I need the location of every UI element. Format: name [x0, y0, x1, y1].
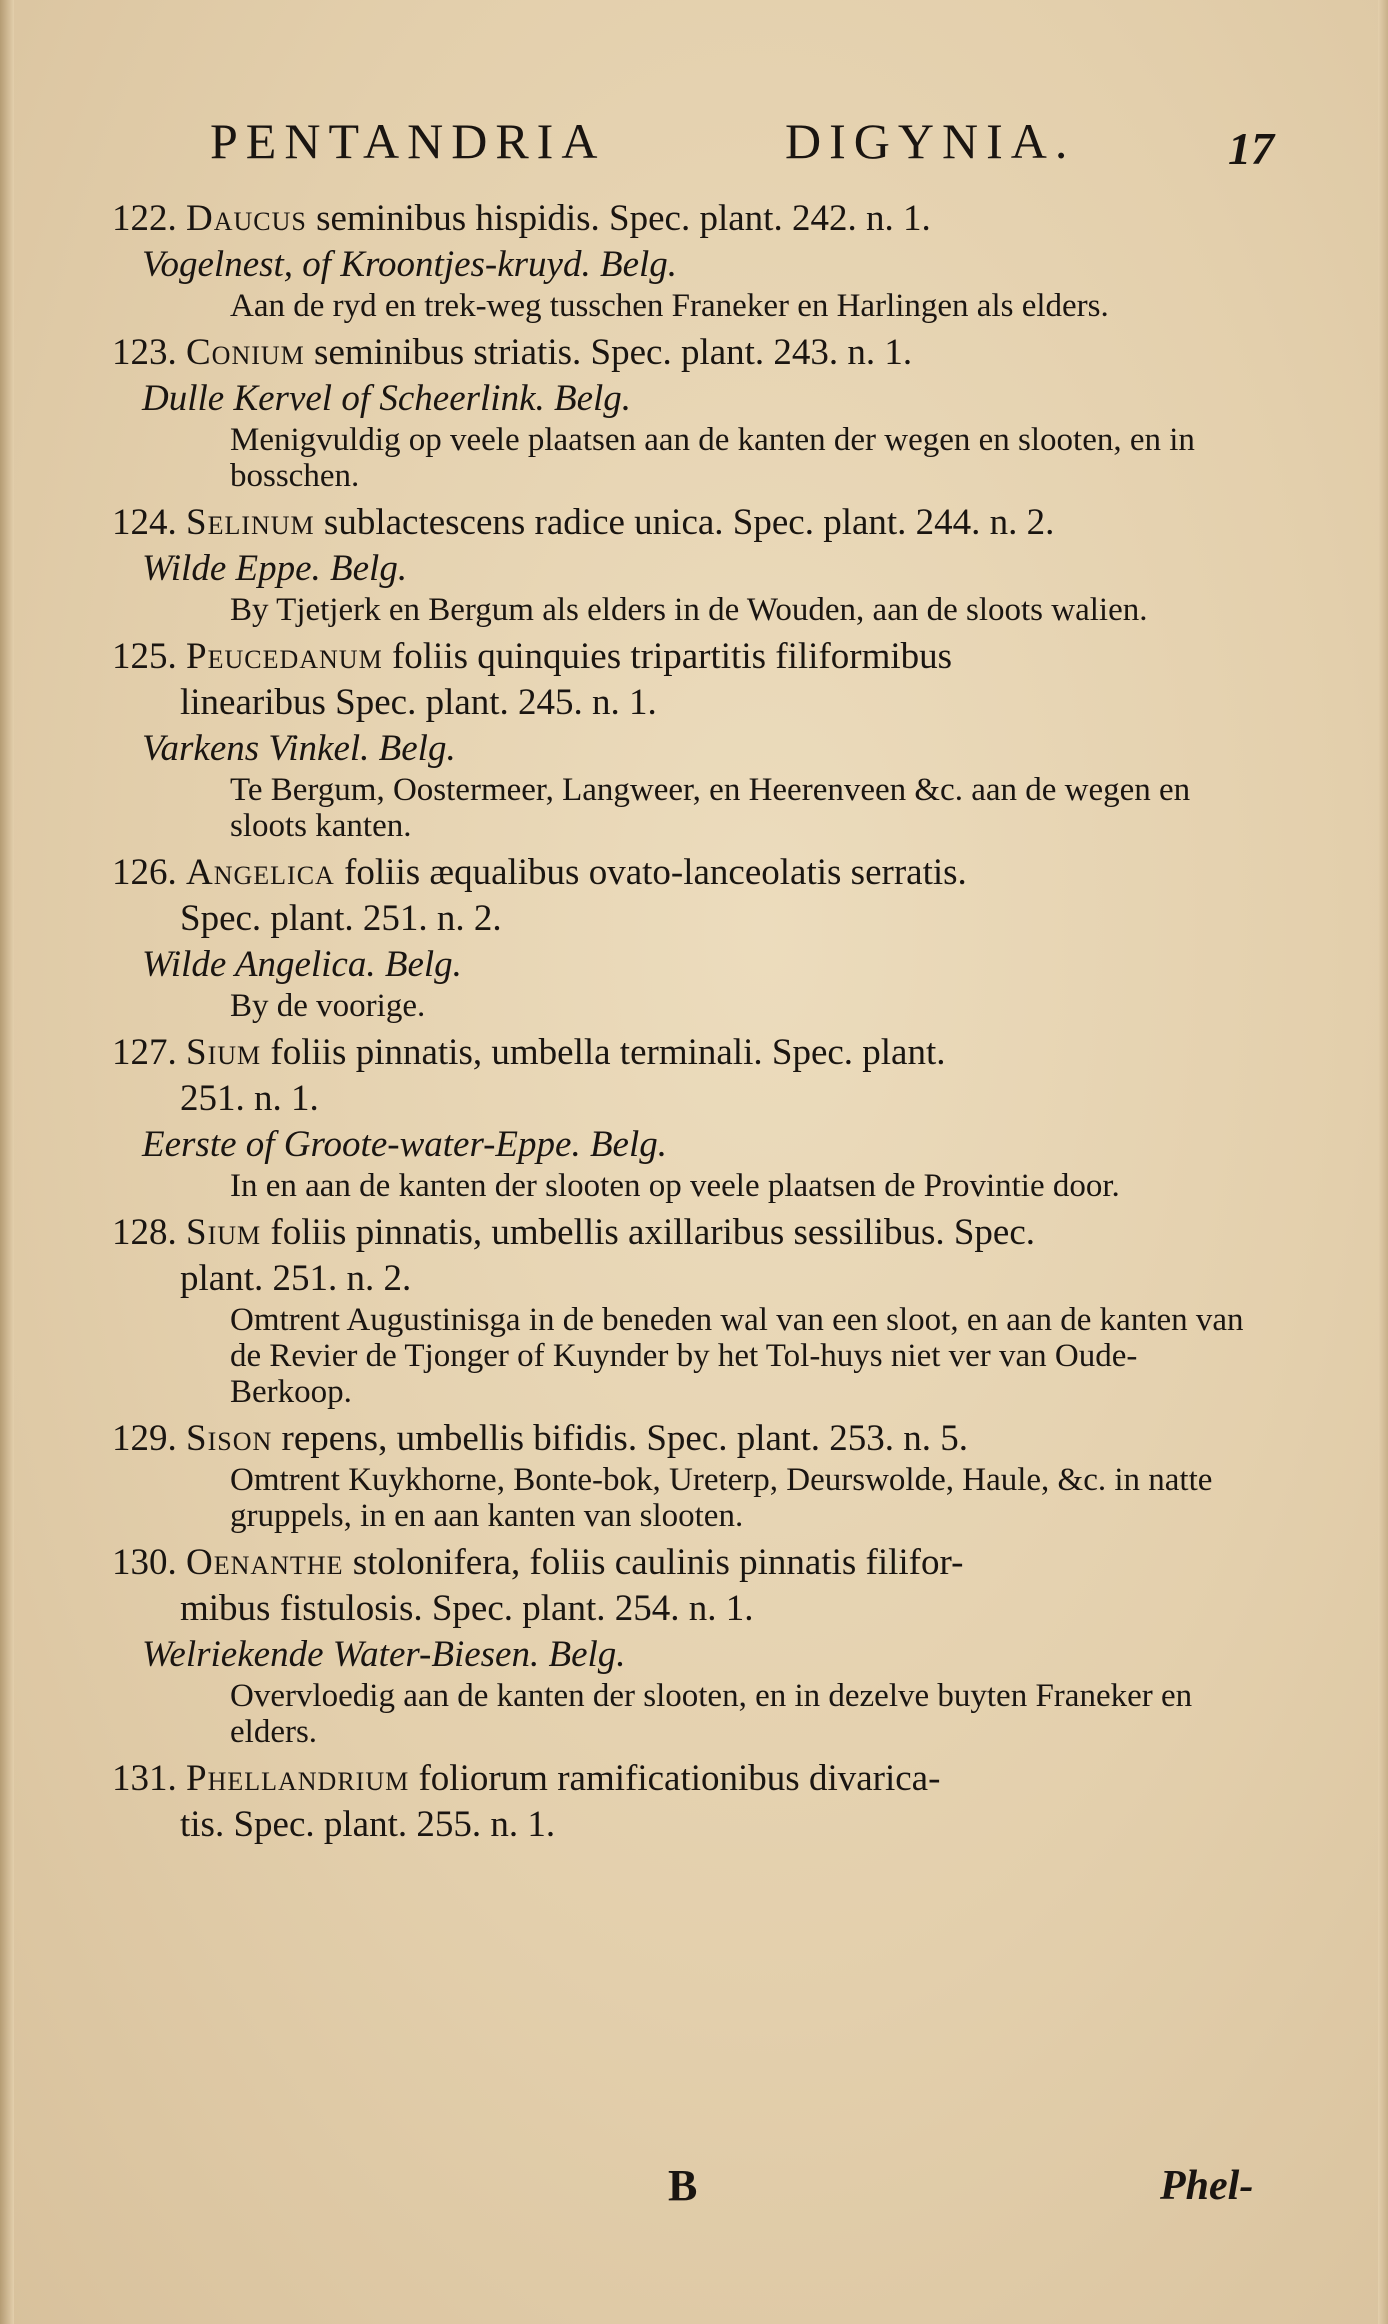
- locality-text: Omtrent Augustinisga in de beneden wal van een sloot, en aan de kanten van de Revier de Tjonger of Kuynder by het Tol-huys niet ver van Oude-Berkoop.: [230, 1302, 1244, 1410]
- entry-list: [70, 196, 1270, 1848]
- entry-number: 130.: [112, 1542, 177, 1583]
- entry-first-line: [70, 196, 1270, 242]
- signature-mark: B: [668, 2161, 698, 2210]
- species-entry: [70, 1540, 1270, 1750]
- genus-name: Sison: [186, 1418, 273, 1459]
- entry-number: 125.: [112, 636, 177, 677]
- description-text: foliis pinnatis, umbellis axillaribus sessilibus. Spec.: [270, 1212, 1036, 1253]
- description-text: seminibus striatis. Spec. plant. 243. n. 1.: [314, 332, 913, 373]
- description-text: plant. 251. n. 2.: [180, 1258, 412, 1299]
- entry-continuation-line: [70, 896, 1270, 942]
- entry-number: 131.: [112, 1758, 177, 1799]
- page-edge-left: [0, 0, 14, 2324]
- genus-name: Oenanthe: [186, 1542, 344, 1583]
- genus-name: Conium: [186, 332, 305, 373]
- genus-name: Peucedanum: [186, 636, 383, 677]
- entry-continuation-line: [70, 1586, 1270, 1632]
- entry-first-line: [70, 634, 1270, 680]
- header-title: PENTANDRIA: [210, 113, 606, 169]
- genus-name: Sium: [186, 1032, 262, 1073]
- vernacular-name: Wilde Eppe. Belg.: [142, 548, 408, 589]
- entry-number: 128.: [112, 1212, 177, 1253]
- entry-number: 123.: [112, 332, 177, 373]
- entry-first-line: [70, 330, 1270, 376]
- species-entry: [70, 330, 1270, 494]
- description-text: linearibus Spec. plant. 245. n. 1.: [180, 682, 657, 723]
- genus-name: Sium: [186, 1212, 262, 1253]
- entry-first-line: [70, 1210, 1270, 1256]
- entry-first-line: [70, 1416, 1270, 1462]
- locality-text: By Tjetjerk en Bergum als elders in de Wouden, aan de sloots walien.: [230, 592, 1148, 628]
- entry-first-line: [70, 850, 1270, 896]
- description-text: foliis pinnatis, umbella terminali. Spec. plant.: [270, 1032, 946, 1073]
- description-text: tis. Spec. plant. 255. n. 1.: [180, 1804, 556, 1845]
- description-text: foliis æqualibus ovato-lanceolatis serratis.: [344, 852, 967, 893]
- species-entry: [70, 1416, 1270, 1534]
- locality-text: By de voorige.: [230, 988, 426, 1024]
- entry-number: 124.: [112, 502, 177, 543]
- genus-name: Phellandrium: [186, 1758, 410, 1799]
- entry-number: 127.: [112, 1032, 177, 1073]
- locality-text: Omtrent Kuykhorne, Bonte-bok, Ureterp, Deurswolde, Haule, &c. in natte gruppels, in en aan kanten van slooten.: [230, 1462, 1213, 1534]
- description-text: foliis quinquies tripartitis filiformibus: [391, 636, 953, 677]
- entry-first-line: [70, 1756, 1270, 1802]
- locality-text: Aan de ryd en trek-weg tusschen Franeker en Harlingen als elders.: [230, 288, 1109, 324]
- entry-continuation-line: [70, 1076, 1270, 1122]
- species-entry: [70, 196, 1270, 324]
- locality-text: Overvloedig aan de kanten der slooten, en in dezelve buyten Franeker en elders.: [230, 1678, 1193, 1750]
- species-entry: [70, 634, 1270, 844]
- species-entry: [70, 500, 1270, 628]
- description-text: repens, umbellis bifidis. Spec. plant. 253. n. 5.: [281, 1418, 968, 1459]
- description-text: mibus fistulosis. Spec. plant. 254. n. 1.: [180, 1588, 754, 1629]
- entry-first-line: [70, 500, 1270, 546]
- vernacular-name: Varkens Vinkel. Belg.: [142, 728, 456, 769]
- page-edge-right: [1378, 0, 1388, 2324]
- page-number: 17: [1228, 123, 1274, 174]
- entry-continuation-line: [70, 680, 1270, 726]
- description-text: foliorum ramificationibus divarica-: [418, 1758, 941, 1799]
- catchword: Phel-: [1160, 2163, 1254, 2209]
- locality-text: In en aan de kanten der slooten op veele plaatsen de Provintie door.: [230, 1168, 1120, 1204]
- vernacular-name: Vogelnest, of Kroontjes-kruyd. Belg.: [142, 244, 678, 285]
- vernacular-name: Wilde Angelica. Belg.: [142, 944, 462, 985]
- entry-first-line: [70, 1030, 1270, 1076]
- description-text: Spec. plant. 251. n. 2.: [180, 898, 502, 939]
- locality-text: Te Bergum, Oostermeer, Langweer, en Heerenveen &c. aan de wegen en sloots kanten.: [230, 772, 1191, 844]
- entry-first-line: [70, 1540, 1270, 1586]
- running-header: [210, 112, 1274, 174]
- entry-continuation-line: [70, 1802, 1270, 1848]
- description-text: stolonifera, foliis caulinis pinnatis filifor-: [352, 1542, 964, 1583]
- header-subtitle: DIGYNIA.: [785, 113, 1076, 169]
- entry-continuation-line: [70, 1256, 1270, 1302]
- page-footer: [0, 2160, 1388, 2220]
- entry-number: 129.: [112, 1418, 177, 1459]
- vernacular-name: Dulle Kervel of Scheerlink. Belg.: [142, 378, 632, 419]
- species-entry: [70, 1756, 1270, 1848]
- entry-number: 122.: [112, 198, 177, 239]
- description-text: sublactescens radice unica. Spec. plant. 244. n. 2.: [323, 502, 1055, 543]
- vernacular-name: Welriekende Water-Biesen. Belg.: [142, 1634, 626, 1675]
- vernacular-name: Eerste of Groote-water-Eppe. Belg.: [142, 1124, 668, 1165]
- locality-text: Menigvuldig op veele plaatsen aan de kanten der wegen en slooten, en in bosschen.: [230, 422, 1195, 494]
- species-entry: [70, 1210, 1270, 1410]
- description-text: 251. n. 1.: [180, 1078, 319, 1119]
- genus-name: Angelica: [186, 852, 335, 893]
- genus-name: Selinum: [186, 502, 315, 543]
- genus-name: Daucus: [186, 198, 307, 239]
- entry-number: 126.: [112, 852, 177, 893]
- description-text: seminibus hispidis. Spec. plant. 242. n. 1.: [316, 198, 931, 239]
- species-entry: [70, 1030, 1270, 1204]
- species-entry: [70, 850, 1270, 1024]
